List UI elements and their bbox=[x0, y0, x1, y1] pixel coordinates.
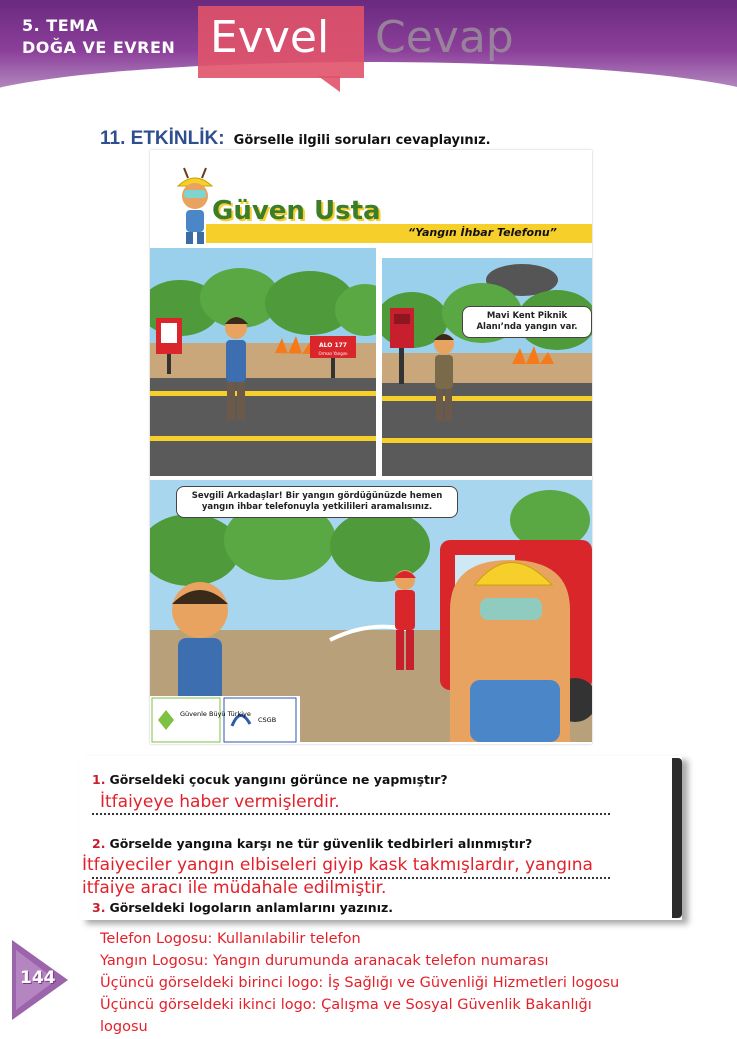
comic-image bbox=[150, 150, 592, 744]
answer-3-line-3: Üçüncü görseldeki birinci logo: İş Sağlığı ve Güvenliği Hizmetleri logosu bbox=[100, 975, 620, 991]
theme-number: 5. TEMA bbox=[22, 16, 99, 35]
activity-heading bbox=[100, 128, 491, 150]
brand-name-right: Cevap bbox=[375, 12, 514, 63]
answer-3-line-1: Telefon Logosu: Kullanılabilir telefon bbox=[100, 931, 361, 947]
question-3 bbox=[92, 900, 393, 915]
question-2 bbox=[92, 836, 532, 851]
question-2-text: Görselde yangına karşı ne tür güvenlik tedbirleri alınmıştır? bbox=[109, 836, 533, 851]
comic-logos bbox=[150, 696, 300, 744]
panel-1-scene bbox=[150, 248, 376, 476]
panel-2-speech-bubble: Mavi Kent Piknik Alanı’nda yangın var. bbox=[462, 306, 592, 338]
comic-title: Güven Usta bbox=[212, 196, 381, 226]
question-1-text: Görseldeki çocuk yangını görünce ne yapmıştır? bbox=[109, 772, 448, 787]
comic-subtitle: “Yangın İhbar Telefonu” bbox=[408, 226, 557, 239]
page-number: 144 bbox=[20, 968, 56, 988]
answer-3-line-5: logosu bbox=[100, 1019, 148, 1035]
answer-3-line-2: Yangın Logosu: Yangın durumunda aranacak telefon numarası bbox=[100, 953, 549, 969]
question-1 bbox=[92, 772, 448, 787]
answer-1-dotted-line bbox=[92, 813, 610, 815]
header-wave bbox=[0, 62, 737, 112]
brand-logo-tail bbox=[318, 76, 340, 92]
theme-title: DOĞA VE EVREN bbox=[22, 38, 176, 57]
panel-3-speech-bubble: Sevgili Arkadaşlar! Bir yangın gördüğünüzde hemen yangın ihbar telefonuyla yetkilileri aramalısınız. bbox=[176, 486, 458, 518]
page-header bbox=[0, 0, 737, 112]
comic-panel-1 bbox=[150, 248, 376, 476]
answer-3 bbox=[100, 928, 619, 1038]
answer-2-line-2: itfaiye aracı ile müdahale edilmiştir. bbox=[82, 878, 387, 898]
logo-2-text: CSGB bbox=[258, 716, 277, 724]
logo-icons bbox=[150, 696, 300, 744]
logo-1-text: Güvenle Büyü Türkiye bbox=[180, 710, 251, 718]
answer-2-line-1: İtfaiyeciler yangın elbiseleri giyip kask takmışlardır, yangına bbox=[82, 855, 593, 875]
question-3-number: 3. bbox=[92, 900, 106, 915]
comic-title-bar bbox=[150, 150, 592, 246]
answer-1-line-1: İtfaiyeye haber vermişlerdir. bbox=[100, 792, 340, 812]
question-card-edge bbox=[672, 758, 682, 918]
panel-2-scene bbox=[382, 258, 592, 476]
activity-instruction: Görselle ilgili soruları cevaplayınız. bbox=[233, 133, 491, 148]
question-3-text: Görseldeki logoların anlamlarını yazınız. bbox=[109, 900, 394, 915]
activity-label: 11. ETKİNLİK: bbox=[100, 128, 225, 149]
question-1-number: 1. bbox=[92, 772, 106, 787]
answer-3-line-4: Üçüncü görseldeki ikinci logo: Çalışma ve Sosyal Güvenlik Bakanlığı bbox=[100, 997, 592, 1013]
comic-panel-2 bbox=[382, 258, 592, 476]
brand-name-left: Evvel bbox=[210, 12, 330, 63]
question-2-number: 2. bbox=[92, 836, 106, 851]
panel-1-sign-subtext: Orman Yangını bbox=[318, 351, 348, 356]
panel-1-sign-text: ALO 177 bbox=[319, 342, 347, 349]
